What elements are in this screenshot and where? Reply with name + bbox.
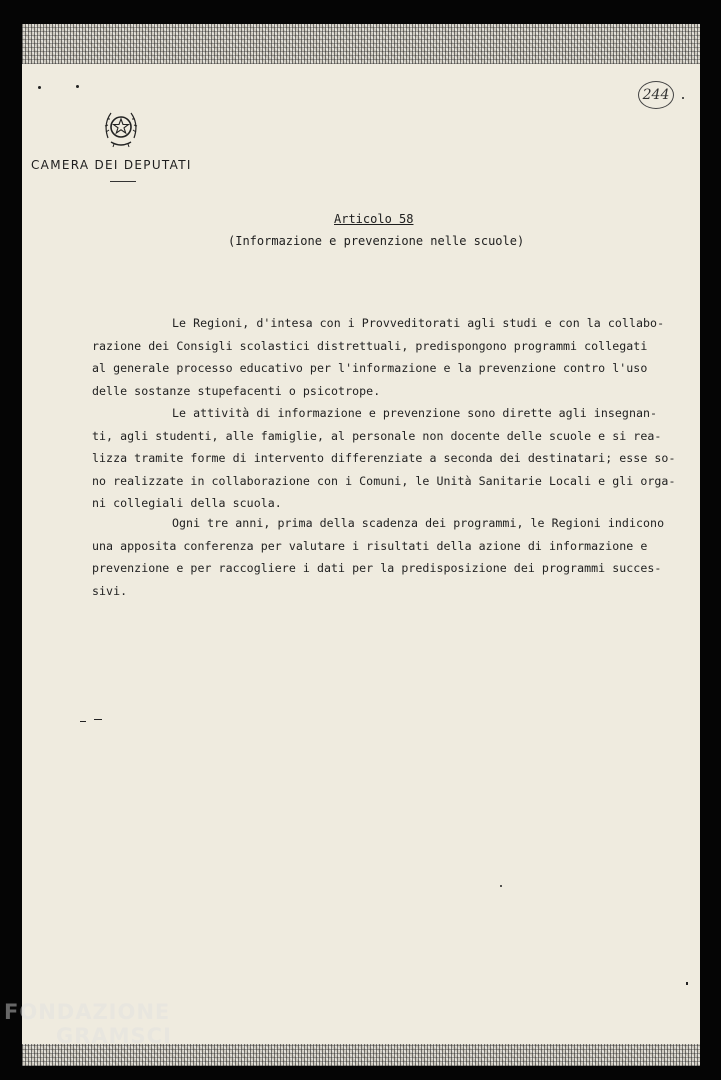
paragraph-1 [92, 312, 682, 402]
text-line: delle sostanze stupefacenti o psicotrope. [92, 383, 381, 398]
text-line: al generale processo educativo per l'informazione e la prevenzione contro l'uso [92, 361, 648, 375]
text-line: Le Regioni, d'intesa con i Provveditorati agli studi e con la collabo- [172, 316, 665, 330]
scan-speck [682, 97, 684, 99]
text-line: lizza tramite forme di intervento differenziate a seconda dei destinatari; esse so- [92, 451, 676, 465]
institution-name: CAMERA DEI DEPUTATI [31, 158, 192, 172]
text-line: razione dei Consigli scolastici distrettuali, predispongono programmi collegati [92, 338, 648, 353]
scan-noise-top [22, 24, 700, 64]
text-line: una apposita conferenza per valutare i risultati della azione di informazione e [92, 538, 648, 553]
scan-speck [76, 85, 79, 88]
text-line: ti, agli studenti, alle famiglie, al personale non docente delle scuole e si rea- [92, 428, 662, 443]
paragraph-3 [92, 512, 682, 602]
scan-speck [80, 721, 86, 722]
article-subtitle: (Informazione e prevenzione nelle scuole) [228, 234, 525, 248]
page-number: 244 [638, 81, 674, 109]
republic-emblem-icon [102, 106, 140, 150]
text-line: sivi. [92, 583, 128, 598]
text-line: Le attività di informazione e prevenzione sono dirette agli insegnan- [172, 406, 658, 420]
scan-speck [686, 982, 688, 985]
header-divider [110, 181, 136, 182]
scan-speck [500, 885, 502, 887]
paragraph-2 [92, 402, 682, 515]
document-page [22, 24, 700, 1066]
text-line: no realizzate in collaborazione con i Comuni, le Unità Sanitarie Locali e gli orga- [92, 473, 676, 488]
text-line: ni collegiali della scuola. [92, 496, 282, 510]
scan-speck [94, 719, 102, 720]
text-line: Ogni tre anni, prima della scadenza dei programmi, le Regioni indicono [172, 516, 665, 530]
watermark-line: FONDAZIONE [4, 1000, 171, 1024]
archive-watermark [4, 1000, 172, 1048]
text-line: prevenzione e per raccogliere i dati per la predisposizione dei programmi succes- [92, 561, 662, 575]
article-title: Articolo 58 [334, 212, 414, 226]
watermark-line: GRAMSCI [56, 1024, 172, 1048]
scan-speck [38, 86, 41, 89]
